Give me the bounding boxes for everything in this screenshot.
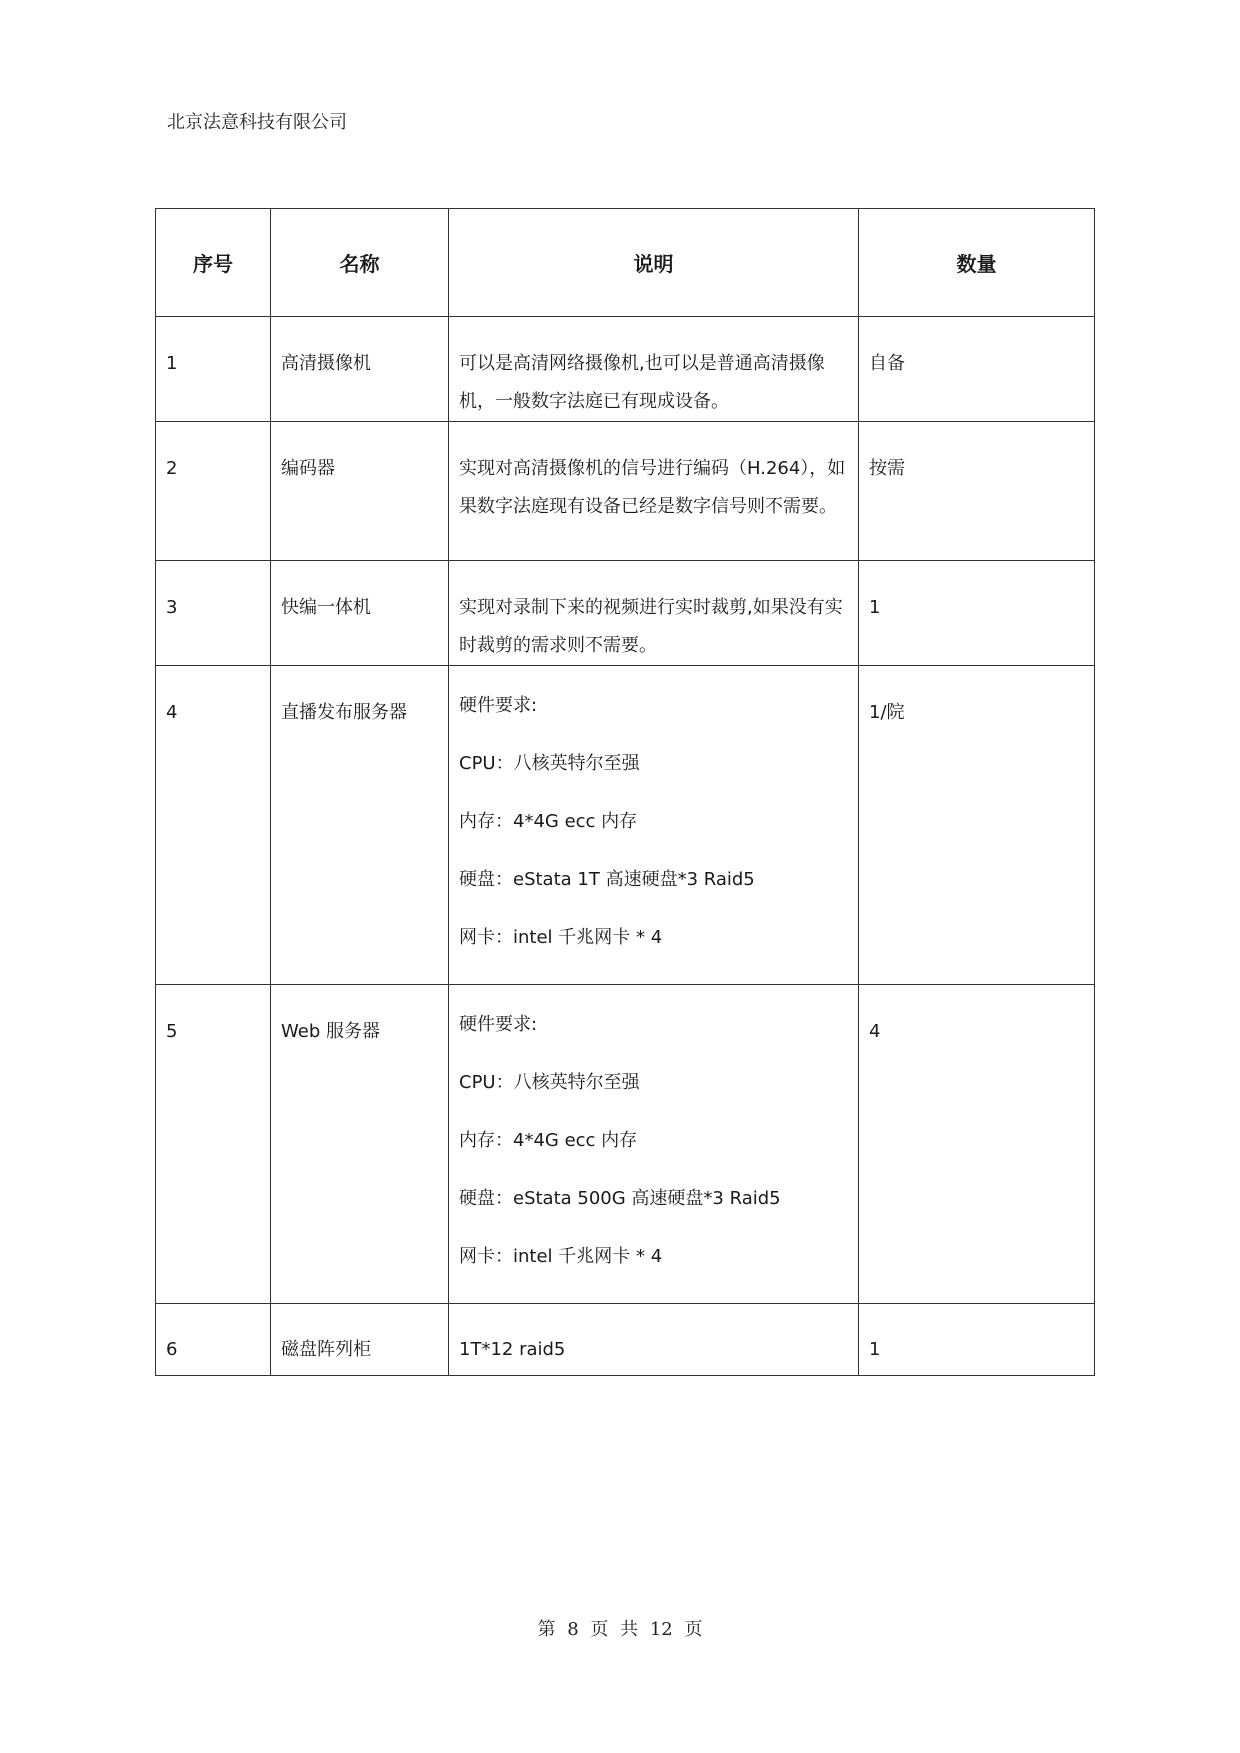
spec-line: 网卡：intel 千兆网卡 * 4 bbox=[459, 927, 663, 948]
table-row bbox=[156, 561, 1095, 666]
spec-line: 硬件要求: bbox=[459, 1014, 538, 1035]
table-header-row bbox=[156, 209, 1095, 317]
table-row bbox=[156, 666, 1095, 985]
row-name: 磁盘阵列柜 bbox=[271, 1304, 449, 1376]
row-no: 3 bbox=[156, 561, 271, 666]
row-qty: 4 bbox=[859, 985, 1095, 1304]
row-name: 直播发布服务器 bbox=[271, 666, 449, 985]
header-name: 名称 bbox=[271, 209, 449, 317]
row-no: 4 bbox=[156, 666, 271, 985]
row-desc: 1T*12 raid5 bbox=[449, 1304, 859, 1376]
row-name: 高清摄像机 bbox=[271, 317, 449, 422]
spec-line: 内存：4*4G ecc 内存 bbox=[459, 811, 638, 832]
row-name: 编码器 bbox=[271, 422, 449, 561]
row-name: Web 服务器 bbox=[271, 985, 449, 1304]
spec-line: 硬盘：eStata 500G 高速硬盘*3 Raid5 bbox=[459, 1188, 781, 1209]
row-name: 快编一体机 bbox=[271, 561, 449, 666]
row-desc: 实现对高清摄像机的信号进行编码（H.264），如果数字法庭现有设备已经是数字信号则不需要。 bbox=[449, 422, 859, 561]
company-header: 北京法意科技有限公司 bbox=[167, 112, 347, 133]
header-desc: 说明 bbox=[449, 209, 859, 317]
spec-line: 网卡：intel 千兆网卡 * 4 bbox=[459, 1246, 663, 1267]
header-no: 序号 bbox=[156, 209, 271, 317]
row-desc: 实现对录制下来的视频进行实时裁剪,如果没有实时裁剪的需求则不需要。 bbox=[449, 561, 859, 666]
table-row bbox=[156, 422, 1095, 561]
row-no: 2 bbox=[156, 422, 271, 561]
spec-line: 硬件要求: bbox=[459, 695, 538, 716]
row-no: 1 bbox=[156, 317, 271, 422]
header-qty: 数量 bbox=[859, 209, 1095, 317]
row-qty: 按需 bbox=[859, 422, 1095, 561]
row-spec bbox=[449, 666, 859, 985]
row-qty: 自备 bbox=[859, 317, 1095, 422]
table-row bbox=[156, 317, 1095, 422]
spec-line: CPU：八核英特尔至强 bbox=[459, 753, 640, 774]
row-qty: 1 bbox=[859, 1304, 1095, 1376]
row-qty: 1/院 bbox=[859, 666, 1095, 985]
table-row bbox=[156, 985, 1095, 1304]
spec-line: CPU：八核英特尔至强 bbox=[459, 1072, 640, 1093]
equipment-table bbox=[155, 208, 1095, 1376]
row-no: 5 bbox=[156, 985, 271, 1304]
spec-line: 硬盘：eStata 1T 高速硬盘*3 Raid5 bbox=[459, 869, 755, 890]
table-row bbox=[156, 1304, 1095, 1376]
row-no: 6 bbox=[156, 1304, 271, 1376]
spec-line: 内存：4*4G ecc 内存 bbox=[459, 1130, 638, 1151]
row-desc: 可以是高清网络摄像机,也可以是普通高清摄像机，一般数字法庭已有现成设备。 bbox=[449, 317, 859, 422]
row-qty: 1 bbox=[859, 561, 1095, 666]
row-spec bbox=[449, 985, 859, 1304]
page-footer: 第 8 页 共 12 页 bbox=[537, 1619, 703, 1640]
